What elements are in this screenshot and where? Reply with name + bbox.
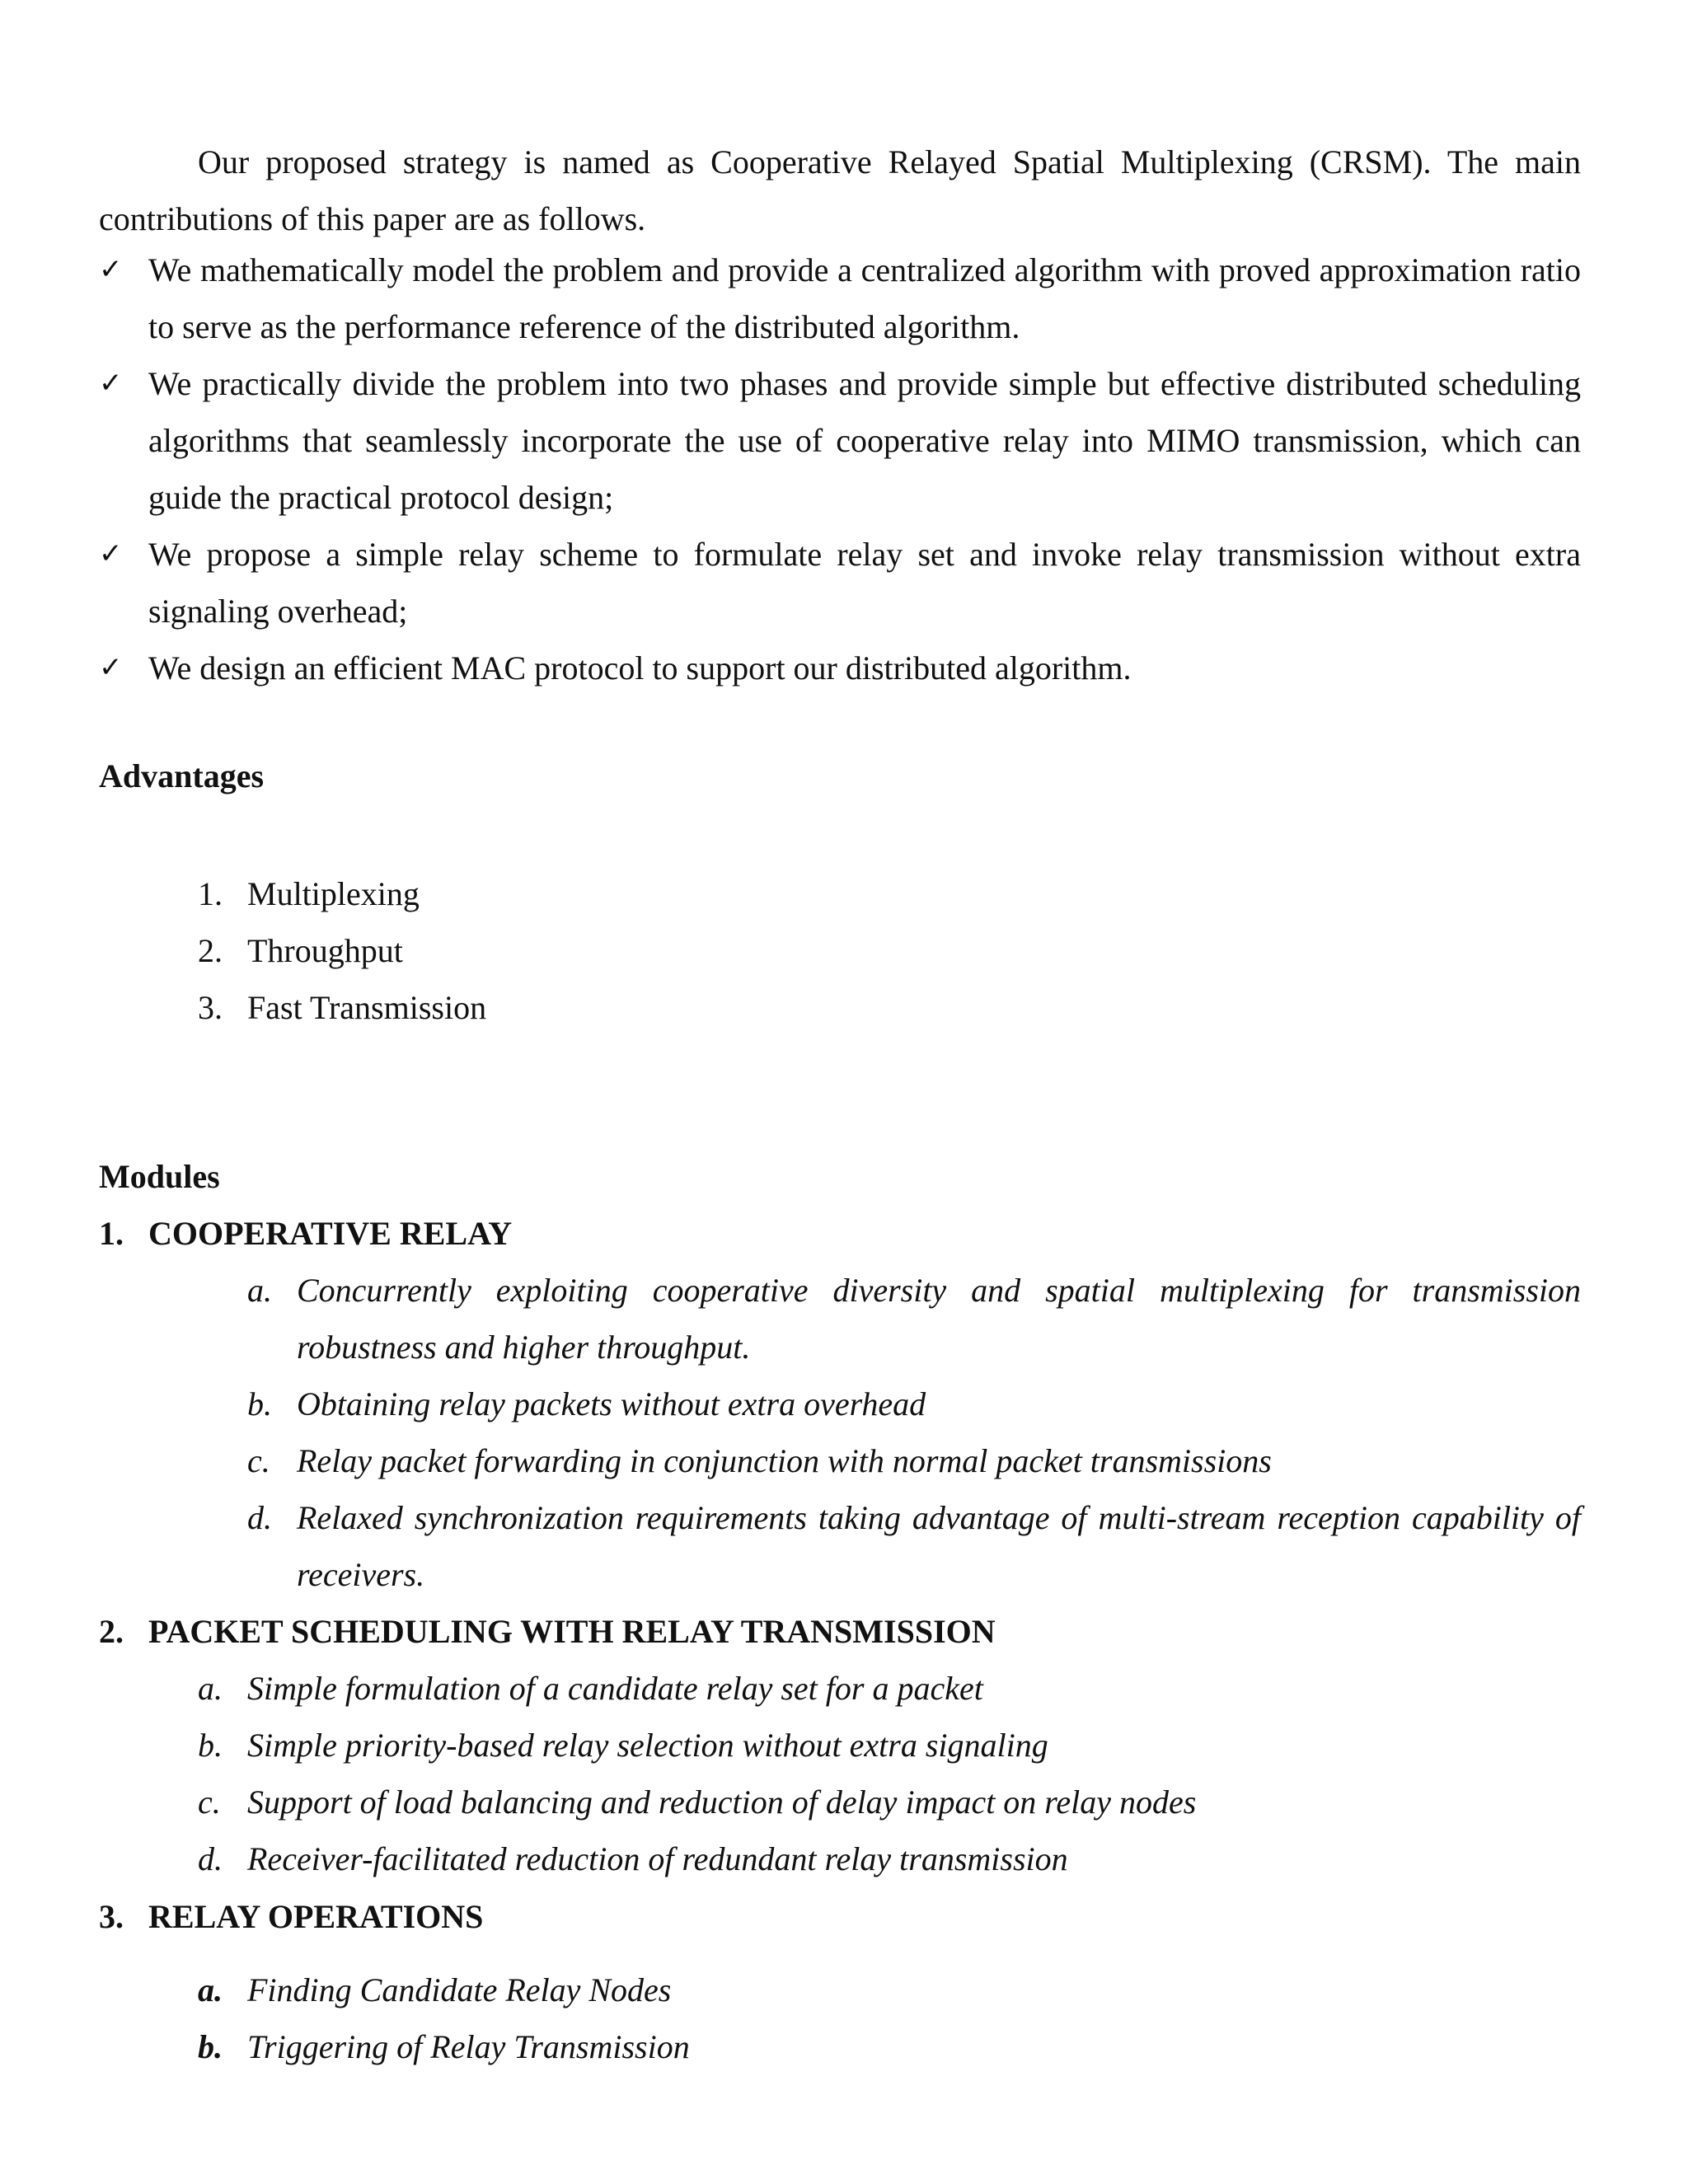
- advantages-list: [198, 865, 486, 1036]
- item-letter: d.: [247, 1499, 272, 1536]
- item-letter: c.: [247, 1442, 270, 1479]
- item-text: Finding Candidate Relay Nodes: [247, 1971, 672, 2008]
- module-items: [198, 1660, 1581, 1887]
- list-item: [198, 979, 486, 1036]
- list-item: [198, 865, 486, 922]
- item-letter: d.: [198, 1840, 223, 1877]
- list-item: [198, 1830, 1581, 1887]
- item-text: Simple priority-based relay selection without extra signaling: [247, 1727, 1048, 1764]
- item-text: Triggering of Relay Transmission: [247, 2028, 690, 2065]
- item-text: Throughput: [247, 932, 403, 969]
- list-item: [99, 355, 1581, 526]
- item-text: Relay packet forwarding in conjunction with normal packet transmissions: [297, 1442, 1272, 1479]
- list-item: [99, 241, 1581, 355]
- list-item: [247, 1376, 1581, 1432]
- module-number: 3.: [99, 1898, 124, 1935]
- contribution-text: We propose a simple relay scheme to formulate relay set and invoke relay transmission without extra signaling overhead;: [148, 536, 1581, 630]
- list-item: [99, 526, 1581, 640]
- check-mark-icon: ✓: [99, 651, 123, 684]
- list-item: [247, 1432, 1581, 1489]
- contributions-list: [99, 241, 1581, 696]
- item-text: Multiplexing: [247, 875, 420, 912]
- module-items: [247, 1262, 1581, 1603]
- list-item: [198, 2018, 1581, 2075]
- module-number: 1.: [99, 1215, 124, 1252]
- item-text: Receiver-facilitated reduction of redundant relay transmission: [247, 1840, 1068, 1877]
- list-item: [99, 640, 1581, 696]
- item-text: Support of load balancing and reduction of delay impact on relay nodes: [247, 1783, 1197, 1821]
- list-item: [198, 922, 486, 979]
- list-item: [198, 1717, 1581, 1774]
- module-title: RELAY OPERATIONS: [148, 1898, 484, 1935]
- check-mark-icon: ✓: [99, 367, 123, 400]
- item-letter: b.: [198, 2028, 223, 2065]
- item-text: Relaxed synchronization requirements taking advantage of multi-stream reception capability of receivers.: [297, 1499, 1581, 1593]
- advantages-heading: Advantages: [99, 757, 265, 794]
- item-number: 2.: [198, 932, 223, 969]
- contribution-text: We practically divide the problem into two phases and provide simple but effective distributed scheduling algorithms that seamlessly incorporate the use of cooperative relay into MIMO transmission, which can guide the practical protocol design;: [148, 365, 1581, 516]
- contribution-text: We design an efficient MAC protocol to support our distributed algorithm.: [148, 649, 1132, 687]
- check-mark-icon: ✓: [99, 537, 123, 570]
- item-text: Fast Transmission: [247, 989, 487, 1026]
- module-heading: [99, 1888, 483, 1945]
- item-letter: a.: [198, 1971, 223, 2008]
- item-number: 3.: [198, 989, 223, 1026]
- item-letter: a.: [247, 1272, 272, 1309]
- intro-paragraph: Our proposed strategy is named as Cooperative Relayed Spatial Multiplexing (CRSM). The main contributions of this paper are as follows.: [99, 143, 1581, 237]
- module-number: 2.: [99, 1613, 124, 1650]
- item-letter: b.: [247, 1385, 272, 1422]
- check-mark-icon: ✓: [99, 253, 123, 286]
- module-title: COOPERATIVE RELAY: [148, 1215, 513, 1252]
- module-title: PACKET SCHEDULING WITH RELAY TRANSMISSION: [148, 1613, 996, 1650]
- item-letter: c.: [198, 1783, 221, 1821]
- list-item: [247, 1489, 1581, 1603]
- item-text: Concurrently exploiting cooperative diversity and spatial multiplexing for transmission robustness and higher throughput.: [297, 1272, 1581, 1366]
- item-text: Simple formulation of a candidate relay set for a packet: [247, 1670, 983, 1707]
- module-heading: [99, 1205, 512, 1262]
- list-item: [198, 1660, 1581, 1717]
- item-text: Obtaining relay packets without extra overhead: [297, 1385, 926, 1422]
- list-item: [198, 1774, 1581, 1830]
- item-letter: a.: [198, 1670, 223, 1707]
- item-number: 1.: [198, 875, 223, 912]
- list-item: [198, 1961, 1581, 2018]
- contribution-text: We mathematically model the problem and provide a centralized algorithm with proved approximation ratio to serve as the performance reference of the distributed algorithm.: [148, 251, 1581, 345]
- module-items: [198, 1961, 1581, 2075]
- modules-heading: Modules: [99, 1158, 220, 1195]
- module-heading: [99, 1603, 996, 1660]
- item-letter: b.: [198, 1727, 223, 1764]
- list-item: [247, 1262, 1581, 1376]
